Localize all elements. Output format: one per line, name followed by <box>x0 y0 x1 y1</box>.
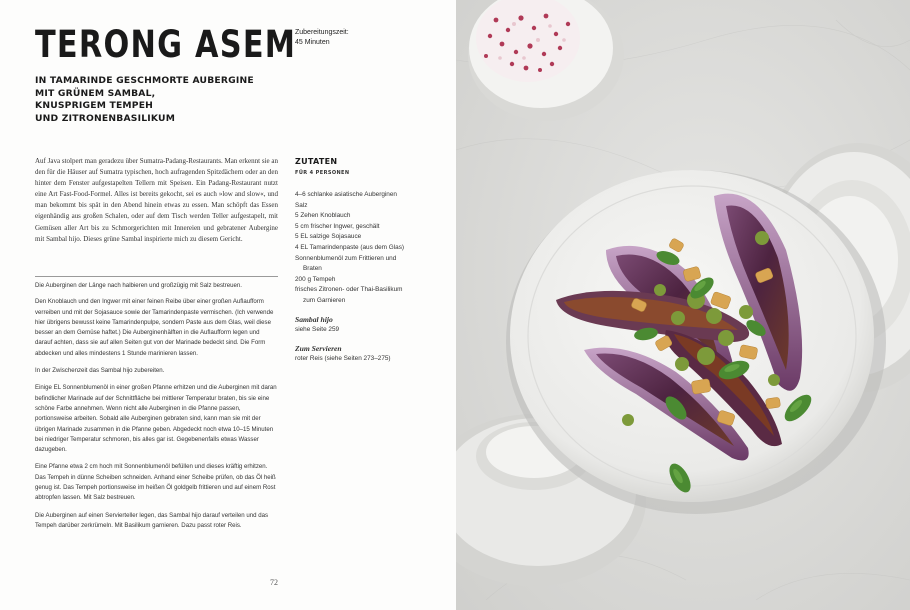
method-step: Einige EL Sonnenblumenöl in einer großen Pfanne erhitzen und die Auberginen mit daran befindlicher Marinade auf der Schnittfläche bei mittlerer Temperatur braten, bis sie eine schöne Farbe annehmen. Wenn nicht alle Auberginen in die Pfanne passen, portionsweise arbeiten. Sobald alle Auberginen gebraten sind, kann man sie mit der übrigen Marinade zusammen in die Pfanne geben. Abgedeckt noch etwa 10–15 Minuten bei niedriger Temperatur schmoren, bis alles gar ist. Gegebenenfalls etwas Wasser dazugeben. <box>35 384 277 454</box>
method-step: Die Auberginen der Länge nach halbieren und großzügig mit Salz bestreuen. <box>35 282 242 289</box>
ingredients-list <box>295 190 445 365</box>
intro-paragraph: Auf Java stolpert man geradezu über Sumatra-Padang-Restaurants. Man erkennt sie an den für die Häuser auf Sumatra typischen, hoch aufragenden Spitzdächern oder an den hinter dem Fenster aufgestapelten Tellern mit Speisen. Ein Padang-Restaurant nutzt eine Art Fast-Food-Formel. Alles ist bereits gekocht, sei es auch »low and slow«, und man bekommt bis spät in den Abend hinein etwas zu essen. Man schöpft das Essen eigenhändig aus großen Schalen, oder auf dem Tisch werden Teller aufgestapelt, mit Gemüsen aller Art bis zu Schmorgerichten mit Innereien und gebratener Aubergine mit Sambal hijo. Dieses grüne Sambal inspirierte mich zu diesem Gericht. <box>35 157 278 243</box>
ingredient-item: zum Garnieren <box>303 296 346 304</box>
recipe-title: TERONG ASEM <box>35 23 297 66</box>
recipe-subtitle <box>35 75 254 125</box>
ingredient-item: 5 EL salzige Sojasauce <box>295 233 362 241</box>
ingredient-item: Braten <box>303 265 322 273</box>
subtitle-line: IN TAMARINDE GESCHMORTE AUBERGINE <box>35 75 254 86</box>
ingredient-item: Sonnenblumenöl zum Frittieren und <box>295 254 397 262</box>
prep-time-value: 45 Minuten <box>295 39 330 46</box>
ingredient-item: Salz <box>295 201 308 209</box>
subtitle-line: UND ZITRONENBASILIKUM <box>35 112 176 124</box>
ingredient-item: 5 Zehen Knoblauch <box>295 212 351 220</box>
serve-heading: Zum Servieren <box>295 343 342 353</box>
method-step: Den Knoblauch und den Ingwer mit einer feinen Reibe über einer großen Auflaufform verreiben und mit der Sojasauce sowie der Tamarindenpaste vermischen. (Ich verwende hier übrigens bewusst keine Tamarindenpulpe, sondern Paste aus dem Glas, weil diese besser an dem Gemüse haftet.) Die Auberginenhälften in die Auflaufform legen und darauf achten, dass sie auf allen Seiten gut von der Marinade bedeckt sind. Die Form abdecken und alles mindestens 1 Stunde marinieren lassen. <box>35 298 274 357</box>
method-step: Die Auberginen auf einen Servierteller legen, das Sambal hijo darauf verteilen und das Tempeh darüber zerkrümeln. Mit Basilikum garnieren. Dazu passt roter Reis. <box>35 511 269 529</box>
servings: FÜR 4 PERSONEN <box>295 170 350 176</box>
subtitle-line: MIT GRÜNEM SAMBAL, <box>35 87 156 99</box>
sambal-reference: siehe Seite 259 <box>295 326 340 334</box>
ingredient-item: 4–6 schlanke asiatische Auberginen <box>295 191 397 198</box>
ingredient-item: 4 EL Tamarindenpaste (aus dem Glas) <box>295 243 405 251</box>
subtitle-line: KNUSPRIGEM TEMPEH <box>35 100 154 111</box>
serve-item: roter Reis (siehe Seiten 273–275) <box>295 355 391 363</box>
method-steps <box>35 281 278 538</box>
divider <box>35 276 278 277</box>
food-photo <box>456 0 910 610</box>
ingredient-item: 5 cm frischer Ingwer, geschält <box>295 222 380 230</box>
sambal-heading: Sambal hijo <box>295 314 333 324</box>
prep-time <box>295 28 349 48</box>
prep-time-label: Zubereitungszeit: <box>295 29 349 36</box>
food-photo-page <box>456 0 910 610</box>
ingredient-item: 200 g Tempeh <box>295 275 336 283</box>
ingredients-heading: ZUTATEN <box>295 157 338 166</box>
ingredient-item: frisches Zitronen- oder Thai-Basilikum <box>295 286 403 294</box>
method-step: In der Zwischenzeit das Sambal hijo zubereiten. <box>35 367 165 375</box>
method-step: Eine Pfanne etwa 2 cm hoch mit Sonnenblumenöl befüllen und dieses kräftig erhitzen. Das Tempeh in dünne Scheiben schneiden. Anhand einer Scheibe prüfen, ob das Öl heiß genug ist. Das Tempeh portionsweise im heißen Öl goldgelb frittieren und auf einem Rost abtropfen lassen. Mit Salz bestreuen. <box>35 463 276 502</box>
page-number: 72 <box>270 578 278 587</box>
